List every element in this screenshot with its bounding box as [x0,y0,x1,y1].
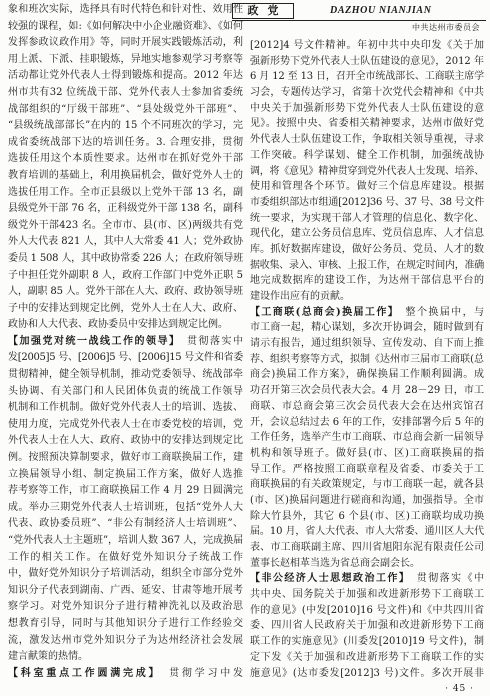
line-text: 董事长赵相革当选为省总商会副会长。 [250,557,420,569]
text-line [250,258,484,274]
text-line [8,151,243,168]
text-line [250,69,484,85]
text-line [250,85,484,101]
text-line [250,367,484,383]
text-line [250,556,484,572]
text-line [250,618,484,634]
line-text: 建设作出应有的贡献。 [250,291,350,302]
line-text: 6 月 12 至 13 日，召开全市统战部长、工商联主席学 [250,71,484,83]
text-line [8,450,243,467]
publication-title: DAZHOU NIANJIAN [330,5,432,16]
line-text: 头协调、有关部门和人民团体负责的统战工作领导 [8,385,243,397]
text-line [250,54,484,70]
line-text: 例。按照预决算制要求，做好市工商联换届工作，建 [8,452,243,464]
text-line [8,367,243,384]
section-heading: 【科室重点工作圆满完成】 [8,667,157,679]
line-text: 共中央、国务院关于加强和改进新形势下工商联工 [250,589,484,601]
text-line [8,234,243,251]
line-text: 子中担任党外副职 8 人，政府工作部门中党外正职 5 [8,269,243,281]
line-text: 荐、组织考察等方式，拟制《达州市三届市工商联(总 [250,353,484,365]
text-line [250,571,484,587]
line-text: 调，将《意见》精神贯穿到党外代表人士发现、培养、 [250,165,484,177]
line-text: 子中的安排达到规定比例，党外人士在人大、政府、 [8,302,243,314]
text-line [8,583,243,600]
line-text: 届。10 月，省人大代表、市人大常委、通川区人大代 [250,526,484,538]
line-text: [2012]4 号文件精神。年初中共中央印发《关于加 [250,40,484,51]
text-line [250,242,484,258]
line-text: 发[2005]5 号、[2006]5 号、[2006]15 号文件和省委 [8,352,243,364]
line-text: 定下发《关于加强和改进新形势下工商联工作的实 [250,651,484,663]
text-line [8,616,243,633]
text-line [250,399,484,415]
text-line [8,284,243,301]
text-line [250,524,484,540]
line-text: “党外代表人士主题班”，培训人数 367 人，完成换届 [8,535,243,546]
line-text: 工作的相关工作。在做好党外知识分子统战工作 [8,551,243,563]
text-line [8,384,243,401]
text-line [8,201,243,218]
line-text: 请示有报告，通过组织领导、宣传发动、自下而上推 [250,338,484,350]
line-text: 荐考察等工作，市工商联换届工作 4 月 29 日圆满完 [8,485,243,497]
text-line [8,417,243,434]
text-line [250,415,484,431]
text-line [8,433,243,450]
line-text: 外代表人士队伍建设工作，争取相关领导重视，寻求 [250,134,484,146]
text-line [250,509,484,525]
text-line [8,649,243,666]
line-text: 库。抓好数据库建设，做好公务员、党员、人才的数 [250,243,484,255]
text-line [8,500,243,517]
text-line [8,185,243,202]
text-line [8,19,243,36]
text-line [8,85,243,102]
text-line [8,168,243,185]
text-line [8,135,243,152]
line-text: 建言献策的热情。 [8,651,88,663]
line-text: (市、区)换届问题进行磋商和沟通，加强指导。全市 [250,494,484,506]
text-line [250,164,484,180]
line-text: 代表、政协委员班”、“非公有制经济人士培训班”、 [8,518,243,530]
text-line [8,68,243,85]
text-line [250,540,484,556]
text-line [250,148,484,164]
line-text: 察学习。对党外知识分子进行精神洗礼以及政治思 [8,601,243,613]
line-text: 作的意见》(中发[2010]16 号文件)和《中共四川省 [250,604,484,616]
text-line [250,38,484,54]
line-text: 战部组织的“厅级干部班”、“县处级党外干部班”、 [8,103,243,115]
line-text: 较强的课程，如:《如何解决中小企业融资难》、《如何 [8,20,243,32]
line-text: 开，会议总结过去 6 年的工作，安排部署今后 5 年的 [250,416,484,428]
line-text: 知识分子代表到湖南、广西、延安、甘肃等地开展考 [8,584,243,596]
text-line [8,633,243,650]
line-text: 据收集、录入、审核、上报工作，在规定时间内，准确 [250,259,484,271]
text-line [250,634,484,650]
text-line [8,35,243,52]
line-text: 市工商一起，精心谋划，多次开协调会，随时做到有 [250,322,484,334]
line-text: “县级统战部部长”在内的 15 个不同班次的学习，完 [8,120,243,132]
text-line [8,268,243,285]
header-subtitle: 中共达州市委员会 [412,23,480,32]
text-line [250,289,484,305]
line-text: 地完成数据库的建设工作，为达州干部信息平台的 [250,275,484,287]
text-line [8,467,243,484]
right-column [250,38,484,681]
text-line [8,52,243,69]
text-line [8,2,243,19]
text-line [250,132,484,148]
text-line [250,493,484,509]
text-line [8,516,243,533]
line-text: 使用力度，完成党外代表人士在市委党校的培训，党 [8,418,243,430]
text-line [8,118,243,135]
section-title-box: 政党 [232,3,294,19]
line-text: 县级党外干部 76 名，正科级党外干部 138 名，副科 [8,203,243,215]
line-text: 级党外干部423 名。全市市、县(市、区)两级共有党 [8,219,243,231]
line-text: 工作突破。科学谋划、健全工作机制，加强统战协 [250,149,484,161]
text-line [250,226,484,242]
text-line [250,305,484,321]
line-text: 贯彻精神，健全领导机制，推动党委领导、统战部牵 [8,369,243,381]
line-text: 商会)换届工作方案》，确保换届工作顺利圆满。成 [250,369,484,381]
text-line [8,334,243,351]
line-text: 工作任务，选举产生市工商联、市总商会新一届领导 [250,432,484,444]
text-line [8,317,243,334]
line-text: 象和班次实际，选择具有时代特色和针对性、效用性 [8,4,243,15]
line-text: 施意见》(达市委发[2012]3 号)文件。多次开展非 [250,667,484,679]
line-text: 成。举办三期党外代表人士培训班，包括“党外人大 [8,501,243,513]
text-line [250,195,484,211]
text-line [250,462,484,478]
line-text: 选拔任用这个本质性要求。达州市在抓好党外干部 [8,153,243,165]
text-line [8,301,243,318]
line-text: 强新形势下党外代表人士队伍建设的意见》，2012 年 [250,55,484,67]
line-text: 流，激发达州市党外知识分子为达州经济社会发展 [8,634,243,646]
text-line [250,352,484,368]
line-text: 人，副职 85 人。党外干部在人大、政府、政协领导班 [8,286,243,298]
line-text: 贯彻落实《中 [405,573,484,585]
line-text: 统一要求，为实现干部人才管理的信息化、数字化、 [250,212,484,224]
text-line [8,400,243,417]
line-text: 市委组织部达市组通[2012]36 号、37 号、38 号文件 [250,196,484,208]
text-line [250,430,484,446]
text-line [8,550,243,567]
line-text: 整个换届中，与 [394,306,484,318]
line-text: 发挥参政议政作用》等，同时开展实践锻炼活动，利 [8,37,243,49]
line-text: 机构和领导班子。做好县(市、区)工商联换届的指 [250,447,484,459]
text-line [250,116,484,132]
text-line [250,477,484,493]
left-column [8,2,243,682]
line-text: 用上派、下派、挂职锻炼，异地实地参观学习考察等 [8,53,243,65]
line-text: 外代表人士在人大、政府、政协中的安排达到规定比 [8,435,243,447]
section-heading: 【工商联(总商会)换届工作】 [250,306,395,318]
text-line [250,587,484,603]
text-line [250,101,484,117]
text-line [250,320,484,336]
section-heading: 【加强党对统一战线工作的领导】 [8,335,176,347]
text-line [8,251,243,268]
line-text: 现代化，建立公务员信息库、党员信息库、人才信息 [250,228,484,240]
line-text: 中，做好党外知识分子培训活动，组织全市部分党外 [8,568,243,580]
text-line [250,273,484,289]
line-text: 选拔任用工作。全市正县级以上党外干部 13 名，副 [8,186,243,198]
line-text: 机制和工作机制。做好党外代表人士的培训、选拔、 [8,402,243,414]
text-line [250,650,484,666]
line-text: 表、市工商联副主席、四川省旭阳东泥有限责任公司 [250,542,484,553]
line-text: 委员 1 508 人，其中政协常委 226 人；在政府领导班 [8,252,243,264]
line-text: 成省委统战部下达的培训任务。3. 合理安排，贯彻 [8,136,243,148]
page-number: · 45 · [445,684,474,694]
text-line [8,218,243,235]
text-line [8,350,243,367]
line-text: 教育培训的基础上，利用换届机会，做好党外人士的 [8,169,243,181]
line-text: 贯彻学习中发 [156,667,243,679]
line-text: 政协和人大代表、政协委员中安排达到规定比例。 [8,319,228,331]
line-text: 委、四川省人民政府关于加强和改进新形势下工商 [250,620,484,632]
line-text: 贯彻落实中 [175,335,243,347]
text-line [250,336,484,352]
line-text: 活动都让党外代表人士得到锻炼和提高。2012 年达 [8,70,243,82]
text-line [8,533,243,550]
line-text: 商联换届的有关政策规定，与市工商联一起，就各县 [250,479,484,491]
line-text: 想教育引导，同时与其他知识分子进行工作经验交 [8,617,243,629]
line-text: 见》。按照中央、省委相关精神要求，达州市做好党 [250,118,484,130]
line-text: 立换届领导小组、制定换届工作方案，做好人选推 [8,468,243,480]
line-text: 中央关于加强新形势下党外代表人士队伍建设的意 [250,102,484,114]
header-rule [232,20,486,21]
text-line [250,179,484,195]
text-line [8,483,243,500]
line-text: 商联、市总商会第三次会员代表大会在达州宾馆召 [250,400,484,412]
line-text: 使用和管理各个环节。做好三个信息库建设。根据 [250,181,484,193]
text-line [250,603,484,619]
section-heading: 【非公经济人士思想政治工作】 [250,573,406,585]
line-text: 习会，专题传达学习，省第十次党代会精神和《中共 [250,87,484,99]
text-line [250,383,484,399]
line-text: 除大竹县外，其它 6 个县(市、区)工商联均成功换 [250,510,484,522]
line-text: 导工作。严格按照工商联章程及省委、市委关于工 [250,463,484,475]
line-text: 州市共有32 位统战干部、党外代表人士参加省委统 [8,86,243,98]
text-line [8,599,243,616]
text-line [250,666,484,682]
text-line [8,102,243,119]
line-text: 外人大代表 821 人，其中人大常委 41 人；党外政协 [8,236,243,248]
text-line [250,211,484,227]
text-line [8,666,243,683]
line-text: 功召开第三次会员代表大会。4 月 28－29 日，市工 [250,385,484,397]
text-line [8,566,243,583]
text-line [250,446,484,462]
line-text: 联工作的实施意见》(川委发[2010]19 号文件)，制 [250,636,484,648]
